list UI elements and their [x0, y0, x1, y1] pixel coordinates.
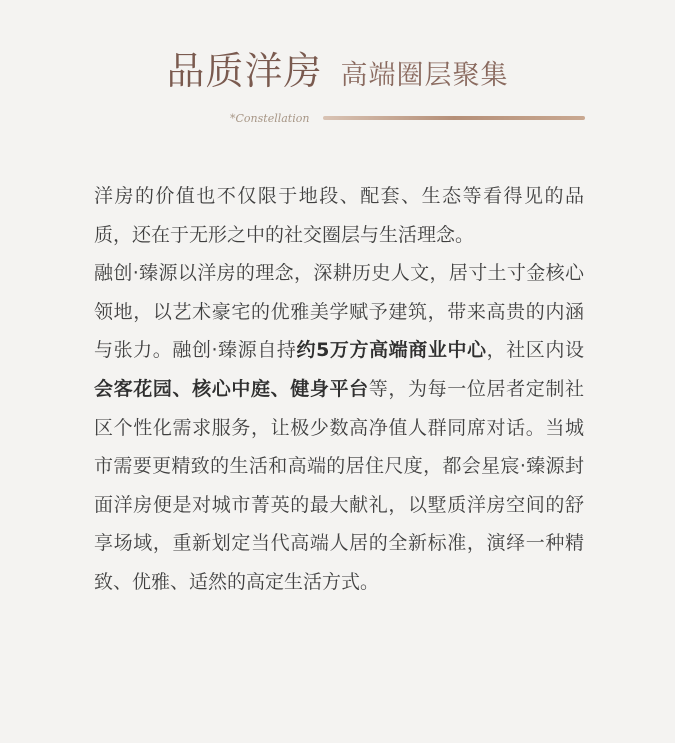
highlight-commercial-center: 约5万方高端商业中心 — [296, 339, 487, 362]
gradient-divider — [323, 116, 585, 120]
decorative-rule — [230, 108, 585, 128]
paragraph-1: 洋房的价值也不仅限于地段、配套、生态等看得见的品质，还在于无形之中的社交圈层与生活理念。 — [94, 185, 584, 246]
paragraph-2 — [94, 254, 584, 601]
page-subtitle: 高端圈层聚集 — [340, 60, 509, 91]
paragraph-2-text-d: 等，为每一位居者定制社区个性化需求服务，让极少数高净值人群同席对话。当城市需要更精致的生活和高端的居住尺度，都会星宸·臻源封面洋房便是对城市菁英的最大献礼，以墅质洋房空间的舒享场域，重新划定当代高端人居的全新标准，演绎一种精致、优雅、适然的高定生活方式。 — [94, 377, 584, 593]
tagline: *Constellation — [230, 111, 310, 125]
page-title: 品质洋房 — [166, 49, 323, 93]
page-header — [0, 40, 675, 95]
paragraph-2-text-a: 融创·臻源以洋房的理念，深耕历史人文，居寸土寸金核心领地，以艺术豪宅的优雅美学赋予建筑，带来高贵的内涵与张力。融创·臻源自持 — [94, 262, 584, 362]
highlight-amenities: 会客花园、核心中庭、健身平台 — [94, 377, 369, 400]
paragraph-2-text-c: ，社区内设 — [486, 339, 584, 362]
article-body — [94, 177, 584, 602]
